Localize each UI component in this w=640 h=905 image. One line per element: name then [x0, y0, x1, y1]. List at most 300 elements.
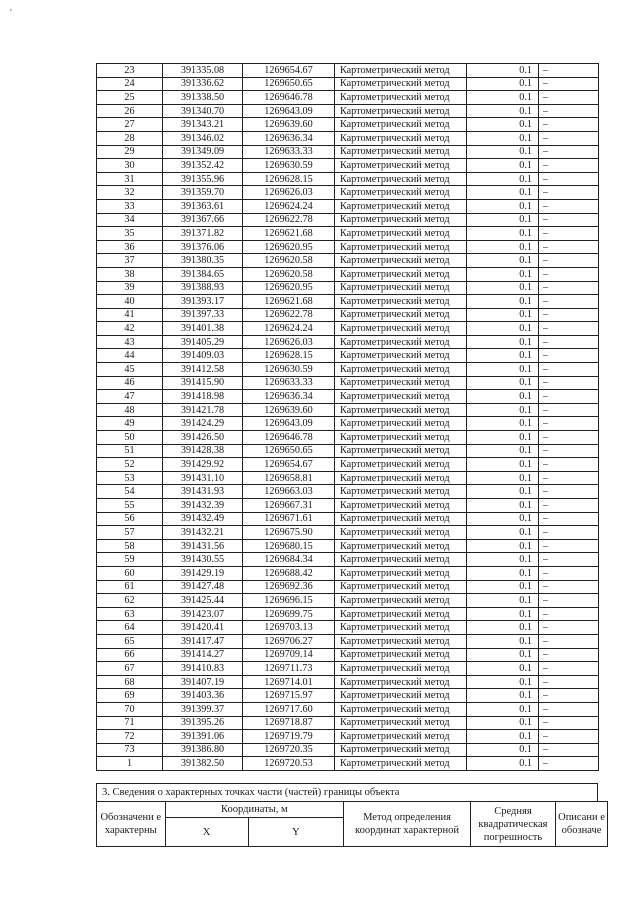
table-row [97, 553, 599, 567]
x-coordinate-cell: 391420.41 [163, 621, 243, 635]
y-coordinate-cell: 1269628.15 [243, 349, 335, 363]
accuracy-cell: 0.1 [467, 390, 539, 404]
method-cell: Картометрический метод [335, 376, 467, 390]
point-number-cell: 56 [97, 512, 163, 526]
x-coordinate-cell: 391384.65 [163, 267, 243, 281]
table-row [97, 390, 599, 404]
description-cell: – [539, 662, 599, 676]
y-coordinate-cell: 1269684.34 [243, 553, 335, 567]
y-coordinate-cell: 1269650.65 [243, 444, 335, 458]
description-cell: – [539, 621, 599, 635]
accuracy-cell: 0.1 [467, 77, 539, 91]
y-coordinate-cell: 1269620.95 [243, 240, 335, 254]
method-cell: Картометрический метод [335, 621, 467, 635]
point-number-cell: 28 [97, 131, 163, 145]
x-coordinate-cell: 391428.38 [163, 444, 243, 458]
description-cell: – [539, 458, 599, 472]
point-number-cell: 66 [97, 648, 163, 662]
coordinates-table [96, 63, 599, 771]
y-coordinate-cell: 1269650.65 [243, 77, 335, 91]
x-coordinate-cell: 391431.56 [163, 539, 243, 553]
table-row [97, 566, 599, 580]
description-cell: – [539, 485, 599, 499]
y-coordinate-cell: 1269671.61 [243, 512, 335, 526]
point-number-cell: 27 [97, 118, 163, 132]
description-cell: – [539, 743, 599, 757]
description-cell: – [539, 77, 599, 91]
point-number-cell: 71 [97, 716, 163, 730]
y-coordinate-cell: 1269706.27 [243, 634, 335, 648]
y-coordinate-cell: 1269646.78 [243, 431, 335, 445]
point-number-cell: 63 [97, 607, 163, 621]
accuracy-cell: 0.1 [467, 444, 539, 458]
x-coordinate-cell: 391431.10 [163, 471, 243, 485]
description-cell: – [539, 526, 599, 540]
method-cell: Картометрический метод [335, 295, 467, 309]
accuracy-cell: 0.1 [467, 267, 539, 281]
y-coordinate-cell: 1269639.60 [243, 403, 335, 417]
x-coordinate-cell: 391386.80 [163, 743, 243, 757]
x-coordinate-cell: 391418.98 [163, 390, 243, 404]
method-cell: Картометрический метод [335, 553, 467, 567]
method-cell: Картометрический метод [335, 499, 467, 513]
point-number-cell: 64 [97, 621, 163, 635]
table-row [97, 267, 599, 281]
section-3-header-table [96, 801, 608, 847]
accuracy-cell: 0.1 [467, 526, 539, 540]
point-number-cell: 48 [97, 403, 163, 417]
description-cell: – [539, 702, 599, 716]
method-cell: Картометрический метод [335, 743, 467, 757]
description-cell: – [539, 172, 599, 186]
table-row [97, 131, 599, 145]
header-method [344, 802, 471, 847]
table-row [97, 254, 599, 268]
accuracy-cell: 0.1 [467, 621, 539, 635]
y-coordinate-cell: 1269628.15 [243, 172, 335, 186]
x-coordinate-cell: 391371.82 [163, 227, 243, 241]
description-cell: – [539, 322, 599, 336]
accuracy-cell: 0.1 [467, 512, 539, 526]
accuracy-cell: 0.1 [467, 322, 539, 336]
y-coordinate-cell: 1269719.79 [243, 730, 335, 744]
y-coordinate-cell: 1269717.60 [243, 702, 335, 716]
y-coordinate-cell: 1269703.13 [243, 621, 335, 635]
method-cell: Картометрический метод [335, 199, 467, 213]
point-number-cell: 37 [97, 254, 163, 268]
x-coordinate-cell: 391409.03 [163, 349, 243, 363]
y-coordinate-cell: 1269624.24 [243, 199, 335, 213]
point-number-cell: 51 [97, 444, 163, 458]
method-cell: Картометрический метод [335, 118, 467, 132]
method-cell: Картометрический метод [335, 539, 467, 553]
description-cell: – [539, 308, 599, 322]
table-row [97, 403, 599, 417]
point-number-cell: 42 [97, 322, 163, 336]
accuracy-cell: 0.1 [467, 199, 539, 213]
table-row [97, 648, 599, 662]
description-cell: – [539, 675, 599, 689]
point-number-cell: 29 [97, 145, 163, 159]
point-number-cell: 1 [97, 757, 163, 771]
method-cell: Картометрический метод [335, 104, 467, 118]
section-3-title: 3. Сведения о характерных точках части (частей) границы объекта [96, 783, 598, 801]
accuracy-cell: 0.1 [467, 118, 539, 132]
table-row [97, 662, 599, 676]
accuracy-cell: 0.1 [467, 403, 539, 417]
point-number-cell: 62 [97, 594, 163, 608]
x-coordinate-cell: 391415.90 [163, 376, 243, 390]
table-row [97, 213, 599, 227]
point-number-cell: 23 [97, 64, 163, 78]
table-row [97, 77, 599, 91]
header-accuracy-label: Средняя квадратическая погрешность [478, 805, 548, 843]
header-designation-label: Обозначени е характерны [100, 812, 162, 836]
point-number-cell: 35 [97, 227, 163, 241]
y-coordinate-cell: 1269624.24 [243, 322, 335, 336]
accuracy-cell: 0.1 [467, 634, 539, 648]
x-coordinate-cell: 391397.33 [163, 308, 243, 322]
point-number-cell: 55 [97, 499, 163, 513]
point-number-cell: 26 [97, 104, 163, 118]
table-row [97, 716, 599, 730]
table-row [97, 730, 599, 744]
y-coordinate-cell: 1269663.03 [243, 485, 335, 499]
header-x: X [165, 818, 248, 847]
x-coordinate-cell: 391399.37 [163, 702, 243, 716]
description-cell: – [539, 594, 599, 608]
x-coordinate-cell: 391363.61 [163, 199, 243, 213]
accuracy-cell: 0.1 [467, 675, 539, 689]
table-row [97, 607, 599, 621]
description-cell: – [539, 607, 599, 621]
x-coordinate-cell: 391431.93 [163, 485, 243, 499]
description-cell: – [539, 227, 599, 241]
x-coordinate-cell: 391412.58 [163, 363, 243, 377]
description-cell: – [539, 363, 599, 377]
table-row [97, 526, 599, 540]
description-cell: – [539, 648, 599, 662]
header-designation [97, 802, 166, 847]
accuracy-cell: 0.1 [467, 716, 539, 730]
header-description-label: Описани е обозначе [558, 812, 605, 836]
method-cell: Картометрический метод [335, 363, 467, 377]
method-cell: Картометрический метод [335, 349, 467, 363]
accuracy-cell: 0.1 [467, 295, 539, 309]
x-coordinate-cell: 391410.83 [163, 662, 243, 676]
method-cell: Картометрический метод [335, 689, 467, 703]
point-number-cell: 24 [97, 77, 163, 91]
description-cell: – [539, 730, 599, 744]
point-number-cell: 73 [97, 743, 163, 757]
point-number-cell: 72 [97, 730, 163, 744]
method-cell: Картометрический метод [335, 458, 467, 472]
accuracy-cell: 0.1 [467, 349, 539, 363]
point-number-cell: 39 [97, 281, 163, 295]
y-coordinate-cell: 1269720.35 [243, 743, 335, 757]
accuracy-cell: 0.1 [467, 594, 539, 608]
table-row [97, 594, 599, 608]
point-number-cell: 46 [97, 376, 163, 390]
y-coordinate-cell: 1269658.81 [243, 471, 335, 485]
x-coordinate-cell: 391340.70 [163, 104, 243, 118]
point-number-cell: 45 [97, 363, 163, 377]
x-coordinate-cell: 391382.50 [163, 757, 243, 771]
y-coordinate-cell: 1269680.15 [243, 539, 335, 553]
description-cell: – [539, 213, 599, 227]
description-cell: – [539, 254, 599, 268]
method-cell: Картометрический метод [335, 471, 467, 485]
description-cell: – [539, 634, 599, 648]
method-cell: Картометрический метод [335, 485, 467, 499]
description-cell: – [539, 553, 599, 567]
point-number-cell: 30 [97, 159, 163, 173]
method-cell: Картометрический метод [335, 159, 467, 173]
description-cell: – [539, 580, 599, 594]
accuracy-cell: 0.1 [467, 172, 539, 186]
x-coordinate-cell: 391417.47 [163, 634, 243, 648]
point-number-cell: 69 [97, 689, 163, 703]
y-coordinate-cell: 1269621.68 [243, 227, 335, 241]
x-coordinate-cell: 391335.08 [163, 64, 243, 78]
method-cell: Картометрический метод [335, 675, 467, 689]
x-coordinate-cell: 391423.07 [163, 607, 243, 621]
accuracy-cell: 0.1 [467, 580, 539, 594]
x-coordinate-cell: 391355.96 [163, 172, 243, 186]
method-cell: Картометрический метод [335, 64, 467, 78]
point-number-cell: 34 [97, 213, 163, 227]
accuracy-cell: 0.1 [467, 417, 539, 431]
x-coordinate-cell: 391414.27 [163, 648, 243, 662]
accuracy-cell: 0.1 [467, 458, 539, 472]
point-number-cell: 68 [97, 675, 163, 689]
point-number-cell: 65 [97, 634, 163, 648]
accuracy-cell: 0.1 [467, 607, 539, 621]
y-coordinate-cell: 1269654.67 [243, 64, 335, 78]
description-cell: – [539, 499, 599, 513]
table-row [97, 621, 599, 635]
table-row [97, 172, 599, 186]
method-cell: Картометрический метод [335, 757, 467, 771]
table-row [97, 145, 599, 159]
x-coordinate-cell: 391376.06 [163, 240, 243, 254]
x-coordinate-cell: 391430.55 [163, 553, 243, 567]
table-row [97, 240, 599, 254]
y-coordinate-cell: 1269620.95 [243, 281, 335, 295]
header-y: Y [248, 818, 344, 847]
point-number-cell: 43 [97, 335, 163, 349]
table-row [97, 199, 599, 213]
x-coordinate-cell: 391395.26 [163, 716, 243, 730]
method-cell: Картометрический метод [335, 417, 467, 431]
table-row [97, 335, 599, 349]
corner-mark: ' [10, 8, 12, 19]
x-coordinate-cell: 391407.19 [163, 675, 243, 689]
point-number-cell: 44 [97, 349, 163, 363]
description-cell: – [539, 403, 599, 417]
method-cell: Картометрический метод [335, 227, 467, 241]
y-coordinate-cell: 1269643.09 [243, 104, 335, 118]
accuracy-cell: 0.1 [467, 363, 539, 377]
x-coordinate-cell: 391432.39 [163, 499, 243, 513]
point-number-cell: 38 [97, 267, 163, 281]
accuracy-cell: 0.1 [467, 335, 539, 349]
description-cell: – [539, 471, 599, 485]
y-coordinate-cell: 1269720.53 [243, 757, 335, 771]
description-cell: – [539, 159, 599, 173]
accuracy-cell: 0.1 [467, 213, 539, 227]
table-row [97, 675, 599, 689]
accuracy-cell: 0.1 [467, 471, 539, 485]
table-row [97, 64, 599, 78]
y-coordinate-cell: 1269626.03 [243, 186, 335, 200]
point-number-cell: 36 [97, 240, 163, 254]
table-row [97, 186, 599, 200]
accuracy-cell: 0.1 [467, 104, 539, 118]
point-number-cell: 53 [97, 471, 163, 485]
method-cell: Картометрический метод [335, 322, 467, 336]
description-cell: – [539, 240, 599, 254]
y-coordinate-cell: 1269630.59 [243, 159, 335, 173]
y-coordinate-cell: 1269688.42 [243, 566, 335, 580]
point-number-cell: 47 [97, 390, 163, 404]
x-coordinate-cell: 391429.19 [163, 566, 243, 580]
point-number-cell: 60 [97, 566, 163, 580]
accuracy-cell: 0.1 [467, 376, 539, 390]
description-cell: – [539, 716, 599, 730]
method-cell: Картометрический метод [335, 444, 467, 458]
accuracy-cell: 0.1 [467, 159, 539, 173]
accuracy-cell: 0.1 [467, 553, 539, 567]
method-cell: Картометрический метод [335, 390, 467, 404]
description-cell: – [539, 145, 599, 159]
y-coordinate-cell: 1269639.60 [243, 118, 335, 132]
table-row [97, 295, 599, 309]
point-number-cell: 70 [97, 702, 163, 716]
accuracy-cell: 0.1 [467, 91, 539, 105]
method-cell: Картометрический метод [335, 172, 467, 186]
method-cell: Картометрический метод [335, 566, 467, 580]
y-coordinate-cell: 1269699.75 [243, 607, 335, 621]
accuracy-cell: 0.1 [467, 131, 539, 145]
x-coordinate-cell: 391393.17 [163, 295, 243, 309]
method-cell: Картометрический метод [335, 512, 467, 526]
y-coordinate-cell: 1269711.73 [243, 662, 335, 676]
table-row [97, 743, 599, 757]
table-row [97, 431, 599, 445]
point-number-cell: 31 [97, 172, 163, 186]
y-coordinate-cell: 1269620.58 [243, 254, 335, 268]
description-cell: – [539, 64, 599, 78]
method-cell: Картометрический метод [335, 634, 467, 648]
method-cell: Картометрический метод [335, 526, 467, 540]
x-coordinate-cell: 391425.44 [163, 594, 243, 608]
x-coordinate-cell: 391391.06 [163, 730, 243, 744]
accuracy-cell: 0.1 [467, 730, 539, 744]
accuracy-cell: 0.1 [467, 702, 539, 716]
point-number-cell: 40 [97, 295, 163, 309]
accuracy-cell: 0.1 [467, 308, 539, 322]
accuracy-cell: 0.1 [467, 240, 539, 254]
y-coordinate-cell: 1269646.78 [243, 91, 335, 105]
method-cell: Картометрический метод [335, 91, 467, 105]
table-row [97, 702, 599, 716]
x-coordinate-cell: 391359.70 [163, 186, 243, 200]
y-coordinate-cell: 1269630.59 [243, 363, 335, 377]
table-row [97, 458, 599, 472]
x-coordinate-cell: 391346.02 [163, 131, 243, 145]
method-cell: Картометрический метод [335, 267, 467, 281]
point-number-cell: 33 [97, 199, 163, 213]
y-coordinate-cell: 1269633.33 [243, 145, 335, 159]
x-coordinate-cell: 391405.29 [163, 335, 243, 349]
description-cell: – [539, 431, 599, 445]
accuracy-cell: 0.1 [467, 499, 539, 513]
table-row [97, 104, 599, 118]
accuracy-cell: 0.1 [467, 757, 539, 771]
table-row [97, 444, 599, 458]
x-coordinate-cell: 391336.62 [163, 77, 243, 91]
x-coordinate-cell: 391421.78 [163, 403, 243, 417]
table-row [97, 580, 599, 594]
x-coordinate-cell: 391432.21 [163, 526, 243, 540]
header-coordinates: Координаты, м [165, 802, 344, 818]
table-row [97, 308, 599, 322]
table-row [97, 634, 599, 648]
y-coordinate-cell: 1269621.68 [243, 295, 335, 309]
accuracy-cell: 0.1 [467, 186, 539, 200]
y-coordinate-cell: 1269667.31 [243, 499, 335, 513]
header-method-label: Метод определения координат характерной [355, 812, 460, 836]
point-number-cell: 61 [97, 580, 163, 594]
method-cell: Картометрический метод [335, 254, 467, 268]
description-cell: – [539, 281, 599, 295]
accuracy-cell: 0.1 [467, 281, 539, 295]
table-row [97, 689, 599, 703]
y-coordinate-cell: 1269622.78 [243, 308, 335, 322]
x-coordinate-cell: 391380.35 [163, 254, 243, 268]
y-coordinate-cell: 1269626.03 [243, 335, 335, 349]
description-cell: – [539, 91, 599, 105]
table-row [97, 471, 599, 485]
table-row [97, 322, 599, 336]
y-coordinate-cell: 1269718.87 [243, 716, 335, 730]
description-cell: – [539, 335, 599, 349]
x-coordinate-cell: 391403.36 [163, 689, 243, 703]
x-coordinate-cell: 391429.92 [163, 458, 243, 472]
accuracy-cell: 0.1 [467, 743, 539, 757]
y-coordinate-cell: 1269633.33 [243, 376, 335, 390]
y-coordinate-cell: 1269636.34 [243, 390, 335, 404]
description-cell: – [539, 689, 599, 703]
table-row [97, 281, 599, 295]
description-cell: – [539, 390, 599, 404]
method-cell: Картометрический метод [335, 730, 467, 744]
x-coordinate-cell: 391432.49 [163, 512, 243, 526]
method-cell: Картометрический метод [335, 240, 467, 254]
method-cell: Картометрический метод [335, 186, 467, 200]
y-coordinate-cell: 1269692.36 [243, 580, 335, 594]
y-coordinate-cell: 1269696.15 [243, 594, 335, 608]
table-row [97, 499, 599, 513]
table-row [97, 91, 599, 105]
point-number-cell: 25 [97, 91, 163, 105]
x-coordinate-cell: 391426.50 [163, 431, 243, 445]
description-cell: – [539, 757, 599, 771]
x-coordinate-cell: 391427.48 [163, 580, 243, 594]
point-number-cell: 52 [97, 458, 163, 472]
table-row [97, 539, 599, 553]
